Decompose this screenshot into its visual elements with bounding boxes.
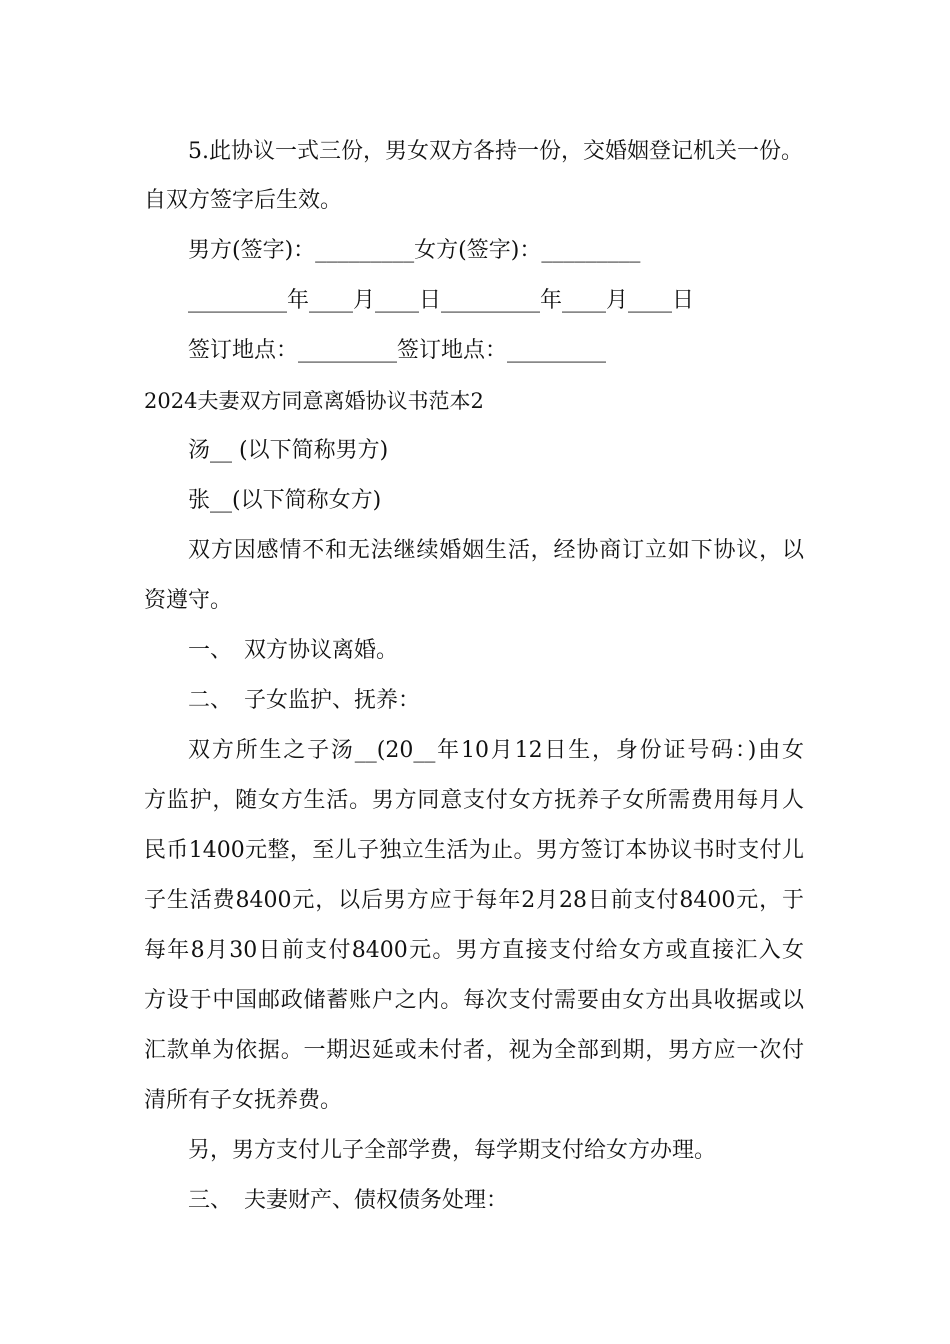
- item-1: [188, 636, 398, 666]
- custody-line-4: 子生活费8400元，以后男方应于每年2月28日前支付8400元，于: [144, 888, 804, 913]
- preamble-line-2: 资遵守。: [144, 588, 233, 613]
- item-3-number: 三、: [188, 1188, 233, 1213]
- item-3: [188, 1186, 508, 1216]
- section-heading: 2024夫妻双方同意离婚协议书范本2: [144, 389, 484, 413]
- item-1-text: 双方协议离婚。: [244, 638, 399, 663]
- signature-line: 男方(签字)：_________女方(签字)：_________: [188, 238, 641, 263]
- signature-date-line: _________年____月____日_________年____月____日: [188, 288, 695, 313]
- item-2-number: 二、: [188, 688, 233, 713]
- item-3-text: 夫妻财产、债权债务处理：: [244, 1188, 509, 1213]
- party-female: 张__(以下简称女方): [188, 488, 382, 513]
- custody-line-7: 汇款单为依据。一期迟延或未付者，视为全部到期，男方应一次付: [144, 1038, 804, 1063]
- item-1-number: 一、: [188, 638, 233, 663]
- party-male: 汤__ (以下简称男方): [188, 438, 389, 463]
- tuition-line: 另，男方支付儿子全部学费，每学期支付给女方办理。: [188, 1138, 717, 1163]
- preamble-line-1: 双方因感情不和无法继续婚姻生活，经协商订立如下协议，以: [188, 538, 804, 563]
- custody-line-2: 方监护，随女方生活。男方同意支付女方抚养子女所需费用每月人: [144, 788, 804, 813]
- custody-line-6: 方设于中国邮政储蓄账户之内。每次支付需要由女方出具收据或以: [144, 988, 804, 1013]
- item-2: [188, 686, 420, 716]
- signing-place-line: 签订地点：_________签订地点：_________: [188, 338, 607, 363]
- custody-line-8: 清所有子女抚养费。: [144, 1088, 343, 1113]
- custody-line-5: 每年8月30日前支付8400元。男方直接支付给女方或直接汇入女: [144, 938, 804, 963]
- clause-5-line-2: 自双方签字后生效。: [144, 188, 343, 213]
- item-2-text: 子女监护、抚养：: [244, 688, 421, 713]
- clause-5-line-1: 5.此协议一式三份，男女双方各持一份，交婚姻登记机关一份。: [188, 139, 803, 164]
- custody-line-3: 民币1400元整，至儿子独立生活为止。男方签订本协议书时支付儿: [144, 838, 804, 863]
- custody-line-1: 双方所生之子汤__(20__年10月12日生，身份证号码：)由女: [188, 738, 804, 763]
